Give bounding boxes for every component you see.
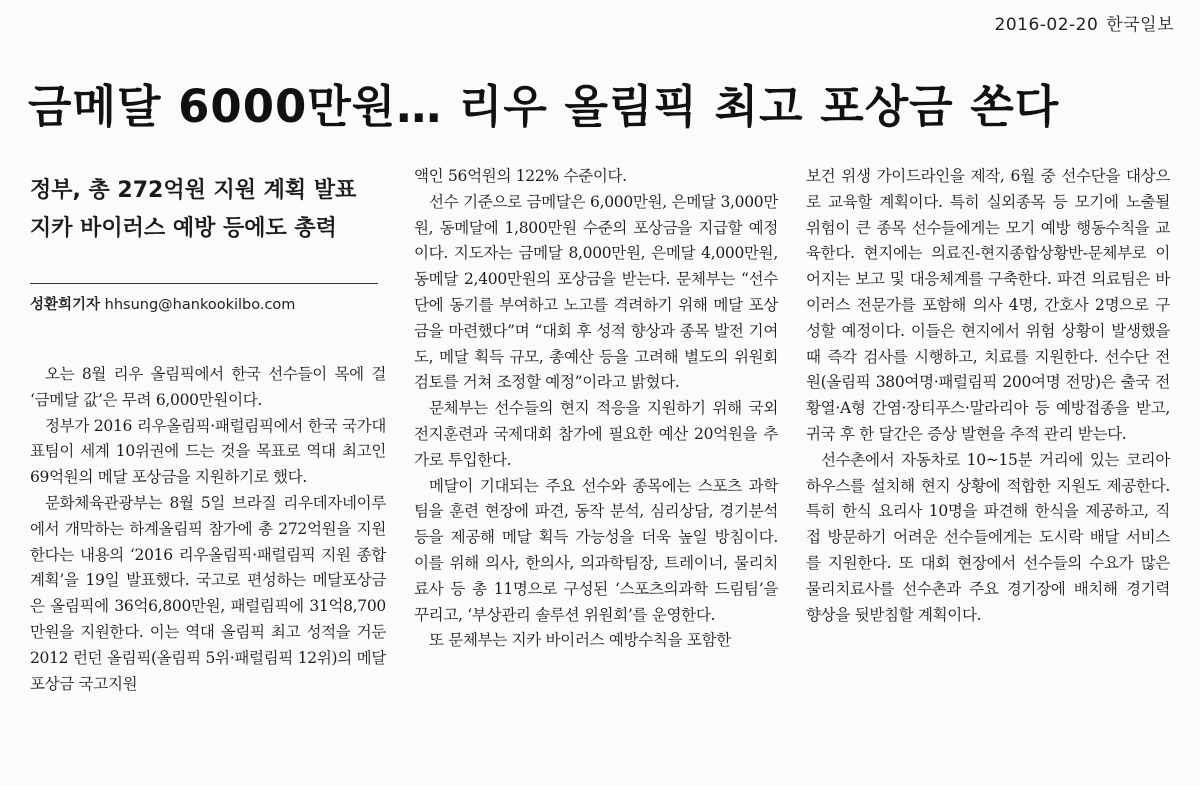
paragraph: 선수 기준으로 금메달은 6,000만원, 은메달 3,000만원, 동메달에 1,800만원 수준의 포상금을 지급할 예정이다. 지도자는 금메달 8,000만원, 은메달 4,000만원, 동메달 2,400만원의 포상금을 받는다. 문체부는 “선수단에 동기를 부여하고 노고를 격려하기 위해 메달 포상금을 마련했다”며 “대회 후 성적 향상과 종목 발전 기여도, 메달 획득 규모, 총예산 등을 고려해 별도의 위원회 검토를 거쳐 조정할 예정”이라고 밝혔다. xyxy=(414,192,778,392)
byline xyxy=(30,293,295,314)
subhead-line-1: 정부, 총 272억원 지원 계획 발표 xyxy=(30,178,357,203)
article-column-2 xyxy=(414,164,778,654)
article-subheads xyxy=(30,172,390,248)
paragraph: 또 문체부는 지카 바이러스 예방수칙을 포함한 xyxy=(429,631,731,650)
article-headline: 금메달 6000만원… 리우 올림픽 최고 포상금 쏜다 xyxy=(28,80,1060,133)
paragraph: 메달이 기대되는 주요 선수와 종목에는 스포츠 과학팀을 훈련 현장에 파견, 동작 분석, 심리상담, 경기분석 등을 제공해 메달 획득 가능성을 더욱 높일 방침이다. 이를 위해 의사, 한의사, 의과학팀장, 트레이너, 물리치료사 등 총 11명으로 구성된 ‘스포츠의과학 드림팀’을 꾸리고, ‘부상관리 솔루션 위원회’를 운영한다. xyxy=(414,476,778,624)
paragraph-continued: 액인 56억원의 122% 수준이다. xyxy=(414,167,627,185)
subhead-line-2: 지카 바이러스 예방 등에도 총력 xyxy=(30,216,337,241)
masthead xyxy=(987,10,1175,35)
paragraph-continued: 보건 위생 가이드라인을 제작, 6월 중 선수단을 대상으로 교육할 계획이다. 특히 실외종목 등 모기에 노출될 위험이 큰 종목 선수들에게는 모기 예방 행동수칙을 교육한다. 현지에는 의료진-현지종합상황반-문체부로 이어지는 보고 및 대응체계를 구축한다. 파견 의료팀은 바이러스 전문가를 포함해 의사 4명, 간호사 2명으로 구성할 예정이다. 이들은 현지에서 위험 상황이 발생했을 때 즉각 검사를 시행하고, 치료를 지원한다. 선수단 전원(올림픽 380여명·패럴림픽 200여명 전망)은 출국 전 황열·A형 간염·장티푸스·말라리아 등 예방접종을 받고, 귀국 후 한 달간은 증상 발현을 추적 관리 받는다. xyxy=(806,167,1170,443)
paragraph: 오는 8월 리우 올림픽에서 한국 선수들이 목에 걸 ‘금메달 값’은 무려 6,000만원이다. xyxy=(30,365,386,409)
publication-name: 한국일보 xyxy=(1106,15,1174,35)
paragraph: 정부가 2016 리우올림픽·패럴림픽에서 한국 국가대표팀이 세계 10위권에 드는 것을 목표로 역대 최고인 69억원의 메달 포상금을 지원하기로 했다. xyxy=(30,416,386,487)
paragraph: 문체부는 선수들의 현지 적응을 지원하기 위해 국외 전지훈련과 국제대회 참가에 필요한 예산 20억원을 추가로 투입한다. xyxy=(414,399,778,469)
article-column-1 xyxy=(30,362,386,697)
reporter-name: 성환희기자 xyxy=(30,297,101,313)
issue-date: 2016-02-20 xyxy=(994,15,1099,35)
paragraph: 선수촌에서 자동차로 10~15분 거리에 있는 코리아 하우스를 설치해 현지 상황에 적합한 지원도 제공한다. 특히 한식 요리사 10명을 파견해 한식을 제공하고, 직접 방문하기 어려운 선수들에게는 도시락 배달 서비스를 지원한다. 또 대회 현장에서 선수들의 수요가 많은 물리치료사를 선수촌과 주요 경기장에 배치해 경기력 향상을 뒷받침할 계획이다. xyxy=(806,450,1170,624)
byline-divider xyxy=(30,283,378,284)
reporter-email: hhsung@hankookilbo.com xyxy=(104,297,296,313)
article-column-3 xyxy=(806,164,1170,628)
paragraph: 문화체육관광부는 8월 5일 브라질 리우데자네이루에서 개막하는 하계올림픽 참가에 총 272억원을 지원한다는 내용의 ‘2016 리우올림픽·패럴림픽 지원 종합계획’을 19일 발표했다. 국고로 편성하는 메달포상금은 올림픽에 36억6,800만원, 패럴림픽에 31억8,700만원을 지원한다. 이는 역대 올림픽 최고 성적을 거둔 2012 런던 올림픽(올림픽 5위·패럴림픽 12위)의 메달포상금 국고지원 xyxy=(30,493,386,693)
